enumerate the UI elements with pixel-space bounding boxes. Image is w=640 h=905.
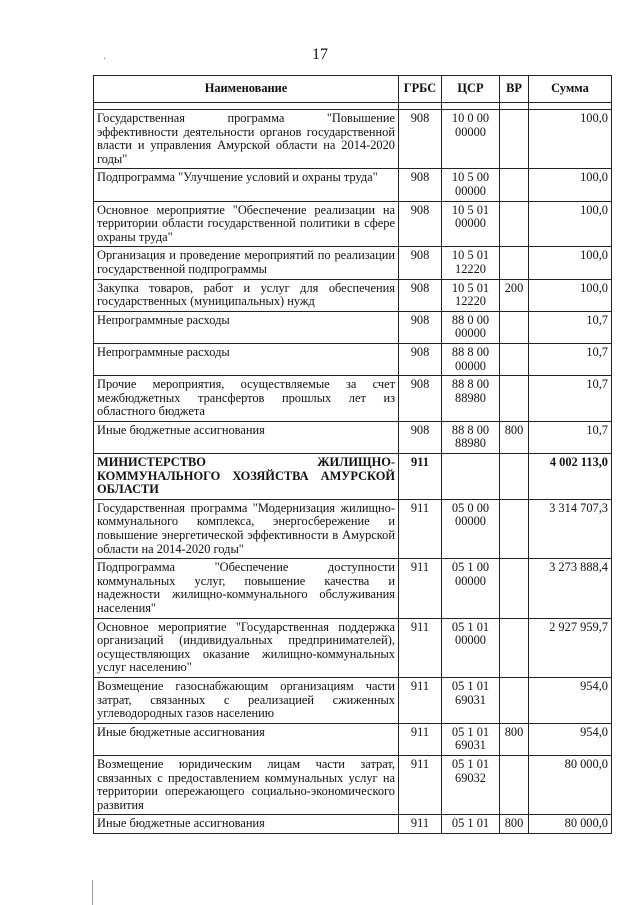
cell-sum: 10,7 [529, 421, 612, 453]
table-row [94, 421, 612, 453]
cell-sum: 80 000,0 [529, 815, 612, 834]
cell-grbs: 908 [399, 247, 442, 279]
cell-name: Иные бюджетные ассигнования [94, 421, 399, 453]
cell-csr: 05 1 01 69031 [442, 677, 500, 723]
cell-vr [500, 311, 529, 343]
cell-vr [500, 110, 529, 169]
cell-sum: 3 314 707,3 [529, 499, 612, 558]
cell-grbs: 908 [399, 343, 442, 375]
cell-vr [500, 454, 529, 500]
cell-grbs: 911 [399, 677, 442, 723]
cell-name: Государственная программа "Повышение эффективности деятельности органов государственной власти и управления Амурской области на 2014-2020 годы" [94, 110, 399, 169]
table-row [94, 311, 612, 343]
cell-csr: 88 8 00 88980 [442, 421, 500, 453]
header-csr: ЦСР [442, 76, 500, 103]
header-grbs: ГРБС [399, 76, 442, 103]
table-row [94, 454, 612, 500]
cell-csr: 10 5 01 12220 [442, 247, 500, 279]
cell-csr: 10 5 01 12220 [442, 279, 500, 311]
cell-csr: 05 1 01 00000 [442, 618, 500, 677]
spacer-row [94, 103, 612, 110]
cell-sum: 10,7 [529, 343, 612, 375]
spacer-cell [442, 103, 500, 110]
table-row [94, 815, 612, 834]
cell-name: МИНИСТЕРСТВО ЖИЛИЩНО-КОММУНАЛЬНОГО ХОЗЯЙСТВА АМУРСКОЙ ОБЛАСТИ [94, 454, 399, 500]
cell-grbs: 908 [399, 279, 442, 311]
cell-name: Непрограммные расходы [94, 343, 399, 375]
cell-csr: 88 8 00 88980 [442, 376, 500, 422]
page-mark: ' [104, 56, 106, 66]
table-row [94, 559, 612, 618]
cell-grbs: 911 [399, 815, 442, 834]
cell-grbs: 908 [399, 201, 442, 247]
cell-name: Иные бюджетные ассигнования [94, 723, 399, 755]
margin-line [92, 880, 93, 905]
table-row [94, 755, 612, 814]
cell-vr: 800 [500, 421, 529, 453]
cell-grbs: 908 [399, 169, 442, 201]
cell-name: Подпрограмма "Улучшение условий и охраны труда" [94, 169, 399, 201]
cell-name: Непрограммные расходы [94, 311, 399, 343]
spacer-cell [500, 103, 529, 110]
cell-grbs: 911 [399, 618, 442, 677]
cell-sum: 100,0 [529, 201, 612, 247]
table-row [94, 169, 612, 201]
cell-name: Государственная программа "Модернизация жилищно-коммунального комплекса, энергосбережение и повышение энергетической эффективности в Амурской области на 2014-2020 годы" [94, 499, 399, 558]
cell-name: Основное мероприятие "Государственная поддержка организаций (индивидуальных предпринимателей), осуществляющих оказание жилищно-коммунальных услуг населению" [94, 618, 399, 677]
header-vr: ВР [500, 76, 529, 103]
cell-sum: 100,0 [529, 110, 612, 169]
cell-vr [500, 247, 529, 279]
table-row [94, 376, 612, 422]
page-number: 17 [312, 46, 328, 63]
table-row [94, 343, 612, 375]
cell-vr [500, 755, 529, 814]
header-row [94, 76, 612, 103]
table-body [94, 103, 612, 834]
cell-csr: 88 0 00 00000 [442, 311, 500, 343]
header-sum: Сумма [529, 76, 612, 103]
spacer-cell [399, 103, 442, 110]
cell-sum: 100,0 [529, 247, 612, 279]
cell-sum: 80 000,0 [529, 755, 612, 814]
cell-grbs: 908 [399, 311, 442, 343]
cell-vr [500, 201, 529, 247]
cell-grbs: 908 [399, 421, 442, 453]
cell-csr: 05 1 01 [442, 815, 500, 834]
cell-grbs: 911 [399, 755, 442, 814]
cell-vr [500, 618, 529, 677]
cell-sum: 4 002 113,0 [529, 454, 612, 500]
header-name: Наименование [94, 76, 399, 103]
cell-grbs: 911 [399, 723, 442, 755]
table-row [94, 499, 612, 558]
cell-sum: 954,0 [529, 723, 612, 755]
cell-name: Прочие мероприятия, осуществляемые за счет межбюджетных трансфертов прошлых лет из областного бюджета [94, 376, 399, 422]
cell-vr [500, 169, 529, 201]
cell-sum: 10,7 [529, 376, 612, 422]
table-row [94, 279, 612, 311]
table-row [94, 677, 612, 723]
cell-sum: 100,0 [529, 279, 612, 311]
cell-name: Закупка товаров, работ и услуг для обеспечения государственных (муниципальных) нужд [94, 279, 399, 311]
cell-sum: 10,7 [529, 311, 612, 343]
cell-vr: 200 [500, 279, 529, 311]
cell-sum: 3 273 888,4 [529, 559, 612, 618]
spacer-cell [94, 103, 399, 110]
cell-csr: 05 1 01 69031 [442, 723, 500, 755]
cell-vr [500, 499, 529, 558]
cell-vr [500, 677, 529, 723]
table-row [94, 723, 612, 755]
cell-grbs: 911 [399, 559, 442, 618]
cell-sum: 2 927 959,7 [529, 618, 612, 677]
cell-csr: 10 0 00 00000 [442, 110, 500, 169]
cell-name: Организация и проведение мероприятий по реализации государственной подпрограммы [94, 247, 399, 279]
cell-csr: 05 1 01 69032 [442, 755, 500, 814]
cell-name: Возмещение юридическим лицам части затрат, связанных с предоставлением коммунальных услуг на территории опережающего социально-экономического развития [94, 755, 399, 814]
cell-grbs: 911 [399, 454, 442, 500]
cell-vr [500, 559, 529, 618]
cell-grbs: 911 [399, 499, 442, 558]
table-row [94, 618, 612, 677]
cell-csr: 05 0 00 00000 [442, 499, 500, 558]
spacer-cell [529, 103, 612, 110]
cell-vr [500, 376, 529, 422]
cell-csr: 10 5 00 00000 [442, 169, 500, 201]
cell-grbs: 908 [399, 110, 442, 169]
cell-vr: 800 [500, 723, 529, 755]
cell-grbs: 908 [399, 376, 442, 422]
cell-name: Иные бюджетные ассигнования [94, 815, 399, 834]
table-row [94, 247, 612, 279]
cell-sum: 954,0 [529, 677, 612, 723]
cell-csr [442, 454, 500, 500]
cell-csr: 88 8 00 00000 [442, 343, 500, 375]
budget-table [93, 75, 612, 834]
cell-vr: 800 [500, 815, 529, 834]
table-row [94, 201, 612, 247]
cell-sum: 100,0 [529, 169, 612, 201]
cell-csr: 05 1 00 00000 [442, 559, 500, 618]
cell-name: Подпрограмма "Обеспечение доступности коммунальных услуг, повышение качества и надежности жилищно-коммунального обслуживания населения" [94, 559, 399, 618]
cell-csr: 10 5 01 00000 [442, 201, 500, 247]
cell-name: Возмещение газоснабжающим организациям части затрат, связанных с реализацией сжиженных углеводородных газов населению [94, 677, 399, 723]
table-header [94, 76, 612, 103]
table-row [94, 110, 612, 169]
cell-vr [500, 343, 529, 375]
cell-name: Основное мероприятие "Обеспечение реализации на территории области государственной политики в сфере охраны труда" [94, 201, 399, 247]
